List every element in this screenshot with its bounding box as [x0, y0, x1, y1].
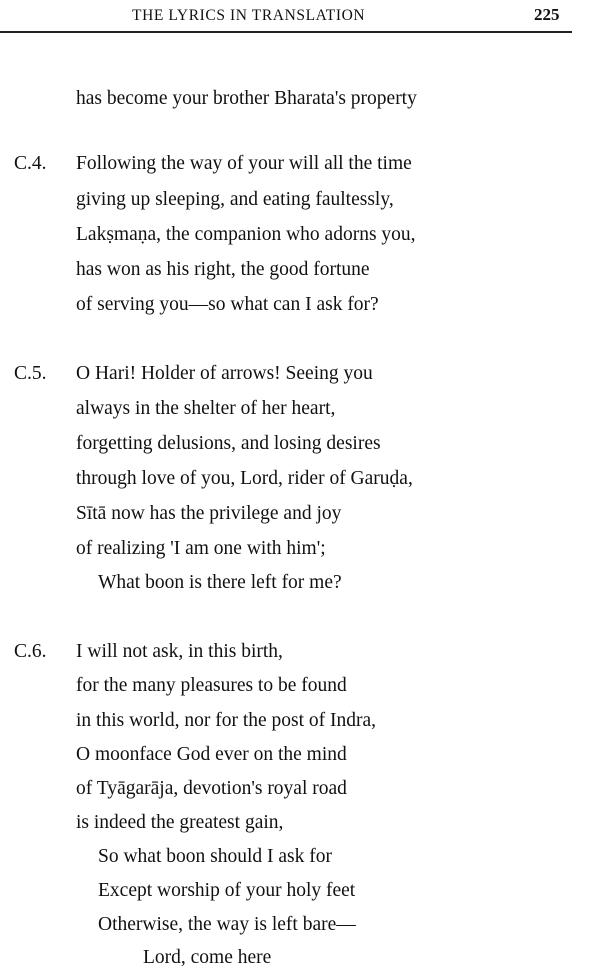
verse-line: is indeed the greatest gain, [76, 812, 284, 833]
verse-line: forgetting delusions, and losing desires [76, 433, 381, 454]
page-number: 225 [534, 5, 560, 24]
verse-line: has won as his right, the good fortune [76, 259, 370, 280]
verse-line: What boon is there left for me? [98, 572, 342, 593]
verse-line: Except worship of your holy feet [98, 880, 356, 901]
verse-line: Otherwise, the way is left bare— [98, 914, 356, 935]
verse-line: of realizing 'I am one with him'; [76, 538, 326, 559]
verse-line: in this world, nor for the post of Indra, [76, 710, 377, 731]
stanza-label: C.4. [14, 153, 47, 174]
verse-line: O Hari! Holder of arrows! Seeing you [76, 363, 373, 384]
verse-line: for the many pleasures to be found [76, 675, 347, 696]
verse-line: of Tyāgarāja, devotion's royal road [76, 778, 347, 799]
verse-line: giving up sleeping, and eating faultessly, [76, 189, 394, 210]
continuation-line: has become your brother Bharata's property [76, 88, 417, 109]
verse-line: So what boon should I ask for [98, 846, 332, 867]
stanza-label: C.5. [14, 363, 47, 384]
verse-line: Lakṣmaṇa, the companion who adorns you, [76, 224, 416, 245]
verse-line: I will not ask, in this birth, [76, 641, 283, 662]
verse-line: Lord, come here [143, 947, 272, 968]
header-rule [0, 31, 572, 33]
verse-line: Sītā now has the privilege and joy [76, 503, 342, 524]
running-header [0, 0, 600, 30]
verse-line: O moonface God ever on the mind [76, 744, 347, 765]
running-title: THE LYRICS IN TRANSLATION [132, 7, 366, 24]
stanza-label: C.6. [14, 641, 47, 662]
verse-line: Following the way of your will all the time [76, 153, 412, 174]
verse-line: always in the shelter of her heart, [76, 398, 336, 419]
verse-line: of serving you—so what can I ask for? [76, 294, 379, 315]
verse-line: through love of you, Lord, rider of Garuḍa, [76, 468, 413, 489]
